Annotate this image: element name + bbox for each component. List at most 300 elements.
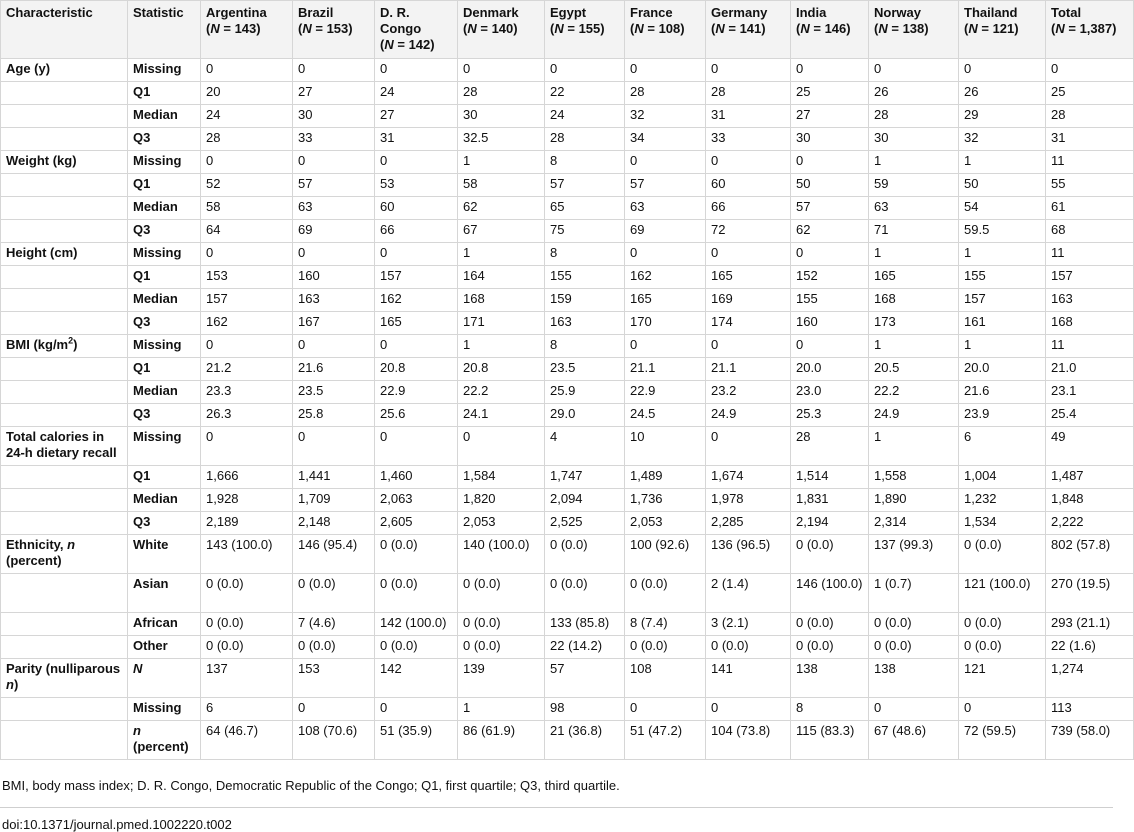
country-n: 1,387	[1079, 21, 1113, 36]
n-suffix: )	[1014, 21, 1019, 36]
value-cell: 28	[869, 105, 959, 128]
value-cell: 0	[201, 335, 293, 358]
value-cell: 27	[375, 105, 458, 128]
value-cell: 1	[869, 335, 959, 358]
value-cell: 24	[375, 82, 458, 105]
value-cell: 22.9	[625, 381, 706, 404]
statistic-label: Missing	[133, 61, 182, 76]
value-cell: 25	[1046, 82, 1134, 105]
value-cell: 63	[869, 197, 959, 220]
n-suffix: )	[761, 21, 766, 36]
header-country	[869, 1, 959, 59]
value-cell: 28	[1046, 105, 1134, 128]
value-cell: 21.2	[201, 358, 293, 381]
value-cell: 0	[375, 427, 458, 466]
n-suffix: )	[513, 21, 518, 36]
value-cell: 32.5	[458, 128, 545, 151]
value-cell: 0 (0.0)	[959, 613, 1046, 636]
characteristic-cell	[1, 220, 128, 243]
statistic-cell	[128, 427, 201, 466]
italic-n: n	[6, 677, 14, 692]
value-cell: 2,148	[293, 512, 375, 535]
value-cell: 152	[791, 266, 869, 289]
value-cell: 153	[201, 266, 293, 289]
statistic-label: Missing	[133, 429, 182, 444]
characteristic-cell	[1, 335, 128, 358]
value-cell: 1,831	[791, 489, 869, 512]
table-row	[1, 466, 1134, 489]
value-cell: 2,094	[545, 489, 625, 512]
statistic-label: Missing	[133, 337, 182, 352]
value-cell: 4	[545, 427, 625, 466]
value-cell: 2,222	[1046, 512, 1134, 535]
n-prefix: (	[796, 21, 801, 36]
table-footnote: BMI, body mass index; D. R. Congo, Democratic Republic of the Congo; Q1, first quartile; Q3, third quartile.	[2, 778, 620, 793]
n-equals: =	[311, 21, 327, 36]
statistic-cell	[128, 174, 201, 197]
statistic-label: Q1	[133, 268, 151, 283]
statistic-cell	[128, 128, 201, 151]
characteristic-cell	[1, 574, 128, 613]
n-symbol: N	[968, 21, 978, 36]
characteristic-label: Weight (kg)	[6, 153, 77, 168]
characteristic-label: BMI (kg/m	[6, 337, 69, 352]
value-cell: 22 (1.6)	[1046, 636, 1134, 659]
value-cell: 54	[959, 197, 1046, 220]
country-n: 140	[491, 21, 514, 36]
value-cell: 142 (100.0)	[375, 613, 458, 636]
value-cell: 133 (85.8)	[545, 613, 625, 636]
country-name: Thailand	[964, 5, 1018, 20]
header-characteristic: Characteristic	[1, 1, 128, 59]
value-cell: 26	[869, 82, 959, 105]
statistic-label: Missing	[133, 245, 182, 260]
value-cell: 25	[791, 82, 869, 105]
n-equals: =	[887, 21, 903, 36]
value-cell: 23.5	[545, 358, 625, 381]
n-prefix: (	[964, 21, 969, 36]
value-cell: 0	[201, 151, 293, 174]
n-symbol: N	[467, 21, 477, 36]
value-cell: 21.1	[706, 358, 791, 381]
n-prefix: (	[711, 21, 716, 36]
value-cell: 0	[375, 151, 458, 174]
characteristic-label: Height (cm)	[6, 245, 78, 260]
table-row	[1, 128, 1134, 151]
value-cell: 8 (7.4)	[625, 613, 706, 636]
value-cell: 1,666	[201, 466, 293, 489]
country-name: Denmark	[463, 5, 519, 20]
country-n: 141	[739, 21, 762, 36]
table-row	[1, 489, 1134, 512]
value-cell: 31	[375, 128, 458, 151]
characteristic-label: Parity (nulliparous	[6, 661, 121, 676]
characteristic-cell	[1, 174, 128, 197]
table-row	[1, 427, 1134, 466]
value-cell: 1,747	[545, 466, 625, 489]
value-cell: 27	[791, 105, 869, 128]
characteristic-cell	[1, 59, 128, 82]
value-cell: 157	[375, 266, 458, 289]
value-cell: 2,063	[375, 489, 458, 512]
value-cell: 61	[1046, 197, 1134, 220]
statistic-label: Q1	[133, 176, 151, 191]
table-row	[1, 512, 1134, 535]
value-cell: 25.8	[293, 404, 375, 427]
value-cell: 31	[706, 105, 791, 128]
value-cell: 0	[293, 243, 375, 266]
value-cell: 69	[293, 220, 375, 243]
statistic-cell	[128, 266, 201, 289]
table-row	[1, 151, 1134, 174]
doi-text: doi:10.1371/journal.pmed.1002220.t002	[2, 817, 232, 832]
header-country	[293, 1, 375, 59]
value-cell: 51 (47.2)	[625, 721, 706, 760]
value-cell: 11	[1046, 335, 1134, 358]
value-cell: 64 (46.7)	[201, 721, 293, 760]
value-cell: 20.8	[375, 358, 458, 381]
value-cell: 23.5	[293, 381, 375, 404]
value-cell: 27	[293, 82, 375, 105]
country-name: Germany	[711, 5, 768, 20]
value-cell: 141	[706, 659, 791, 698]
value-cell: 0 (0.0)	[201, 574, 293, 613]
n-equals: =	[643, 21, 659, 36]
table-row	[1, 381, 1134, 404]
value-cell: 1,584	[458, 466, 545, 489]
value-cell: 30	[869, 128, 959, 151]
value-cell: 0 (0.0)	[201, 636, 293, 659]
value-cell: 1	[458, 243, 545, 266]
value-cell: 1,674	[706, 466, 791, 489]
value-cell: 165	[375, 312, 458, 335]
value-cell: 1,736	[625, 489, 706, 512]
value-cell: 121 (100.0)	[959, 574, 1046, 613]
country-n: 153	[326, 21, 349, 36]
value-cell: 21 (36.8)	[545, 721, 625, 760]
value-cell: 0	[201, 59, 293, 82]
value-cell: 52	[201, 174, 293, 197]
value-cell: 146 (95.4)	[293, 535, 375, 574]
characteristic-cell	[1, 381, 128, 404]
value-cell: 0 (0.0)	[791, 636, 869, 659]
value-cell: 57	[545, 174, 625, 197]
value-cell: 2,194	[791, 512, 869, 535]
value-cell: 162	[201, 312, 293, 335]
header-country	[1046, 1, 1134, 59]
value-cell: 1	[458, 698, 545, 721]
value-cell: 6	[201, 698, 293, 721]
value-cell: 1,709	[293, 489, 375, 512]
value-cell: 0	[706, 335, 791, 358]
value-cell: 0	[625, 698, 706, 721]
table-row	[1, 636, 1134, 659]
value-cell: 1,534	[959, 512, 1046, 535]
n-suffix: )	[256, 21, 261, 36]
value-cell: 0	[791, 243, 869, 266]
table-row	[1, 220, 1134, 243]
characteristic-label-end: )	[13, 677, 19, 692]
characteristic-cell	[1, 698, 128, 721]
country-n: 138	[902, 21, 925, 36]
value-cell: 2 (1.4)	[706, 574, 791, 613]
n-symbol: N	[800, 21, 810, 36]
value-cell: 1,274	[1046, 659, 1134, 698]
n-suffix: )	[924, 21, 929, 36]
value-cell: 142	[375, 659, 458, 698]
value-cell: 160	[293, 266, 375, 289]
statistic-cell	[128, 613, 201, 636]
statistic-cell	[128, 698, 201, 721]
statistic-cell	[128, 243, 201, 266]
value-cell: 0	[375, 243, 458, 266]
value-cell: 1	[959, 243, 1046, 266]
statistic-cell	[128, 82, 201, 105]
value-cell: 24.9	[706, 404, 791, 427]
country-n: 146	[824, 21, 847, 36]
value-cell: 1	[959, 335, 1046, 358]
value-cell: 24	[201, 105, 293, 128]
value-cell: 1	[869, 151, 959, 174]
value-cell: 24.1	[458, 404, 545, 427]
value-cell: 136 (96.5)	[706, 535, 791, 574]
value-cell: 23.0	[791, 381, 869, 404]
value-cell: 0	[791, 151, 869, 174]
value-cell: 59.5	[959, 220, 1046, 243]
value-cell: 0	[706, 698, 791, 721]
value-cell: 1,441	[293, 466, 375, 489]
n-symbol: N	[384, 37, 394, 52]
n-equals: =	[1064, 21, 1080, 36]
value-cell: 108 (70.6)	[293, 721, 375, 760]
n-symbol: N	[554, 21, 564, 36]
n-suffix: )	[430, 37, 435, 52]
value-cell: 24.9	[869, 404, 959, 427]
value-cell: 22	[545, 82, 625, 105]
statistic-label: Q3	[133, 130, 151, 145]
characteristic-cell	[1, 721, 128, 760]
value-cell: 49	[1046, 427, 1134, 466]
characteristic-cell	[1, 105, 128, 128]
value-cell: 60	[706, 174, 791, 197]
statistic-label: Q3	[133, 222, 151, 237]
value-cell: 72	[706, 220, 791, 243]
table-body	[1, 59, 1134, 760]
characteristic-label: Age (y)	[6, 61, 51, 76]
value-cell: 65	[545, 197, 625, 220]
value-cell: 165	[706, 266, 791, 289]
n-symbol: N	[715, 21, 725, 36]
value-cell: 0	[201, 427, 293, 466]
value-cell: 23.2	[706, 381, 791, 404]
value-cell: 160	[791, 312, 869, 335]
n-suffix: )	[846, 21, 851, 36]
country-n: 108	[658, 21, 681, 36]
value-cell: 0	[201, 243, 293, 266]
n-equals: =	[476, 21, 492, 36]
value-cell: 159	[545, 289, 625, 312]
value-cell: 802 (57.8)	[1046, 535, 1134, 574]
value-cell: 29.0	[545, 404, 625, 427]
value-cell: 2,053	[625, 512, 706, 535]
value-cell: 22.2	[458, 381, 545, 404]
country-name: Egypt	[550, 5, 587, 20]
value-cell: 0 (0.0)	[545, 574, 625, 613]
value-cell: 0 (0.0)	[293, 574, 375, 613]
value-cell: 0	[791, 59, 869, 82]
value-cell: 167	[293, 312, 375, 335]
value-cell: 1 (0.7)	[869, 574, 959, 613]
statistic-label: Median	[133, 291, 178, 306]
table-row	[1, 535, 1134, 574]
value-cell: 21.0	[1046, 358, 1134, 381]
n-symbol: N	[1055, 21, 1065, 36]
characteristic-cell	[1, 266, 128, 289]
value-cell: 0 (0.0)	[791, 535, 869, 574]
value-cell: 30	[458, 105, 545, 128]
characteristic-cell	[1, 613, 128, 636]
n-suffix: )	[680, 21, 685, 36]
n-symbol: N	[878, 21, 888, 36]
characteristic-label-end: (percent)	[6, 553, 62, 568]
value-cell: 163	[545, 312, 625, 335]
value-cell: 155	[545, 266, 625, 289]
value-cell: 23.9	[959, 404, 1046, 427]
n-symbol: N	[634, 21, 644, 36]
value-cell: 0	[959, 59, 1046, 82]
value-cell: 1,978	[706, 489, 791, 512]
value-cell: 57	[545, 659, 625, 698]
value-cell: 1	[869, 243, 959, 266]
value-cell: 0	[293, 151, 375, 174]
value-cell: 168	[458, 289, 545, 312]
value-cell: 155	[791, 289, 869, 312]
value-cell: 0	[458, 59, 545, 82]
country-n: 142	[408, 37, 431, 52]
value-cell: 31	[1046, 128, 1134, 151]
value-cell: 1,558	[869, 466, 959, 489]
n-equals: =	[219, 21, 235, 36]
value-cell: 30	[791, 128, 869, 151]
value-cell: 75	[545, 220, 625, 243]
value-cell: 157	[959, 289, 1046, 312]
value-cell: 0	[1046, 59, 1134, 82]
country-n: 143	[234, 21, 257, 36]
value-cell: 0	[545, 59, 625, 82]
value-cell: 1,487	[1046, 466, 1134, 489]
n-equals: =	[977, 21, 993, 36]
value-cell: 0	[625, 151, 706, 174]
country-name: D. R. Congo	[380, 5, 422, 36]
characteristic-cell	[1, 535, 128, 574]
n-symbol: N	[210, 21, 220, 36]
statistic-cell	[128, 574, 201, 613]
n-prefix: (	[380, 37, 385, 52]
value-cell: 69	[625, 220, 706, 243]
value-cell: 7 (4.6)	[293, 613, 375, 636]
statistic-label: Missing	[133, 153, 182, 168]
value-cell: 121	[959, 659, 1046, 698]
value-cell: 0 (0.0)	[293, 636, 375, 659]
value-cell: 23.3	[201, 381, 293, 404]
value-cell: 33	[293, 128, 375, 151]
value-cell: 86 (61.9)	[458, 721, 545, 760]
value-cell: 1,489	[625, 466, 706, 489]
value-cell: 72 (59.5)	[959, 721, 1046, 760]
statistic-cell	[128, 512, 201, 535]
value-cell: 25.6	[375, 404, 458, 427]
value-cell: 8	[791, 698, 869, 721]
value-cell: 55	[1046, 174, 1134, 197]
value-cell: 2,053	[458, 512, 545, 535]
header-row	[1, 1, 1134, 59]
value-cell: 0	[959, 698, 1046, 721]
characteristic-cell	[1, 151, 128, 174]
table-row	[1, 404, 1134, 427]
value-cell: 157	[201, 289, 293, 312]
value-cell: 270 (19.5)	[1046, 574, 1134, 613]
characteristic-cell	[1, 636, 128, 659]
value-cell: 0 (0.0)	[458, 613, 545, 636]
n-prefix: (	[874, 21, 879, 36]
value-cell: 0	[706, 151, 791, 174]
statistic-label-italic: N	[133, 661, 143, 676]
value-cell: 157	[1046, 266, 1134, 289]
value-cell: 155	[959, 266, 1046, 289]
value-cell: 20	[201, 82, 293, 105]
value-cell: 104 (73.8)	[706, 721, 791, 760]
value-cell: 0	[625, 59, 706, 82]
value-cell: 137	[201, 659, 293, 698]
value-cell: 29	[959, 105, 1046, 128]
value-cell: 0 (0.0)	[625, 636, 706, 659]
superscript: 2	[68, 335, 74, 346]
value-cell: 1	[458, 335, 545, 358]
characteristic-cell	[1, 82, 128, 105]
table-row	[1, 613, 1134, 636]
value-cell: 0 (0.0)	[458, 574, 545, 613]
value-cell: 28	[706, 82, 791, 105]
statistic-label: African	[133, 615, 178, 630]
value-cell: 28	[458, 82, 545, 105]
statistic-cell	[128, 105, 201, 128]
statistic-label: Q3	[133, 514, 151, 529]
statistic-label: Q1	[133, 468, 151, 483]
value-cell: 8	[545, 335, 625, 358]
value-cell: 0	[869, 698, 959, 721]
statistic-cell	[128, 358, 201, 381]
value-cell: 2,285	[706, 512, 791, 535]
value-cell: 25.4	[1046, 404, 1134, 427]
value-cell: 2,314	[869, 512, 959, 535]
statistic-cell	[128, 466, 201, 489]
value-cell: 2,189	[201, 512, 293, 535]
value-cell: 62	[791, 220, 869, 243]
statistic-label-italic: n	[133, 723, 141, 738]
characteristic-cell	[1, 466, 128, 489]
table-row	[1, 721, 1134, 760]
statistic-cell	[128, 289, 201, 312]
characteristic-cell	[1, 404, 128, 427]
value-cell: 64	[201, 220, 293, 243]
value-cell: 113	[1046, 698, 1134, 721]
value-cell: 0 (0.0)	[625, 574, 706, 613]
value-cell: 28	[791, 427, 869, 466]
table-row	[1, 289, 1134, 312]
value-cell: 21.1	[625, 358, 706, 381]
value-cell: 162	[625, 266, 706, 289]
statistic-cell	[128, 59, 201, 82]
